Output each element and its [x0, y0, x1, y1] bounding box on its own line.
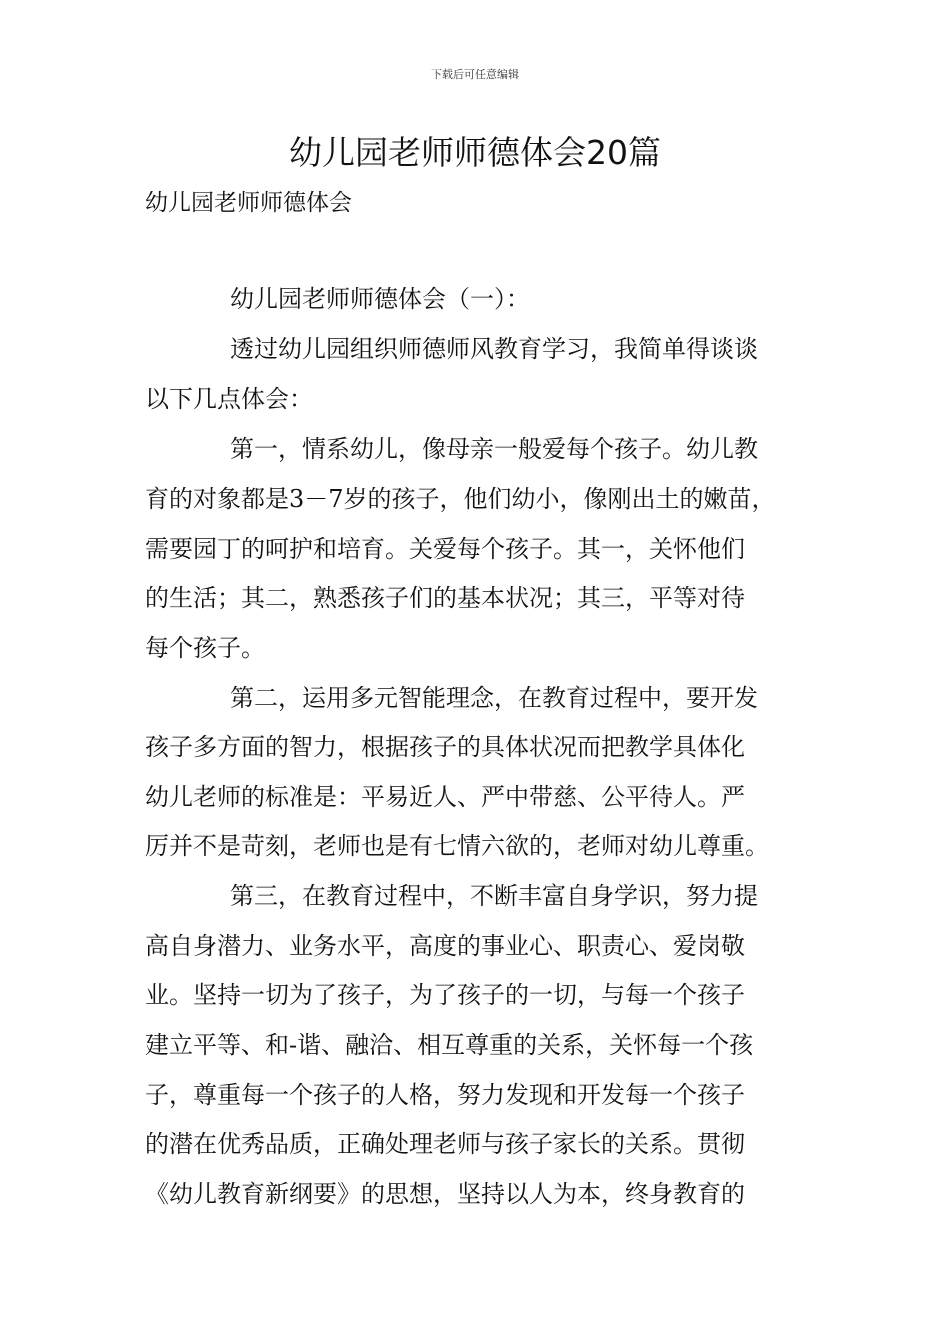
body-line: 孩子多方面的智力，根据孩子的具体状况而把教学具体化 — [145, 733, 745, 761]
body-line: 业。坚持一切为了孩子，为了孩子的一切，与每一个孩子 — [145, 981, 745, 1009]
body-line: 透过幼儿园组织师德师风教育学习，我简单得谈谈 — [230, 335, 758, 363]
document-title: 幼儿园老师师德体会20篇 — [289, 133, 661, 172]
body-line: 每个孩子。 — [145, 634, 265, 662]
body-line: 第一，情系幼儿，像母亲一般爱每个孩子。幼儿教 — [230, 435, 758, 463]
body-line: 《幼儿教育新纲要》的思想，坚持以人为本，终身教育的 — [145, 1180, 745, 1208]
body-line: 以下几点体会： — [145, 385, 313, 413]
body-line: 建立平等、和-谐、融洽、相互尊重的关系，关怀每一个孩 — [145, 1031, 754, 1059]
body-line: 的潜在优秀品质，正确处理老师与孩子家长的关系。贯彻 — [145, 1130, 745, 1158]
body-line: 高自身潜力、业务水平，高度的事业心、职责心、爱岗敬 — [145, 932, 745, 960]
body-line: 厉并不是苛刻，老师也是有七情六欲的，老师对幼儿尊重。 — [145, 832, 769, 860]
body-line: 子，尊重每一个孩子的人格，努力发现和开发每一个孩子 — [145, 1081, 745, 1109]
body-line: 幼儿老师的标准是：平易近人、严中带慈、公平待人。严 — [145, 783, 745, 811]
body-line: 幼儿园老师师德体会（一）： — [230, 285, 530, 313]
body-line: 需要园丁的呵护和培育。关爱每个孩子。其一，关怀他们 — [145, 535, 745, 563]
body-line: 第二，运用多元智能理念，在教育过程中，要开发 — [230, 684, 758, 712]
body-line: 育的对象都是3－7岁的孩子，他们幼小，像刚出土的嫩苗， — [145, 485, 776, 513]
body-line: 第三，在教育过程中，不断丰富自身学识，努力提 — [230, 882, 758, 910]
header-note: 下载后可任意编辑 — [431, 68, 519, 81]
body-line: 的生活；其二，熟悉孩子们的基本状况；其三，平等对待 — [145, 584, 745, 612]
document-subtitle: 幼儿园老师师德体会 — [145, 190, 352, 216]
